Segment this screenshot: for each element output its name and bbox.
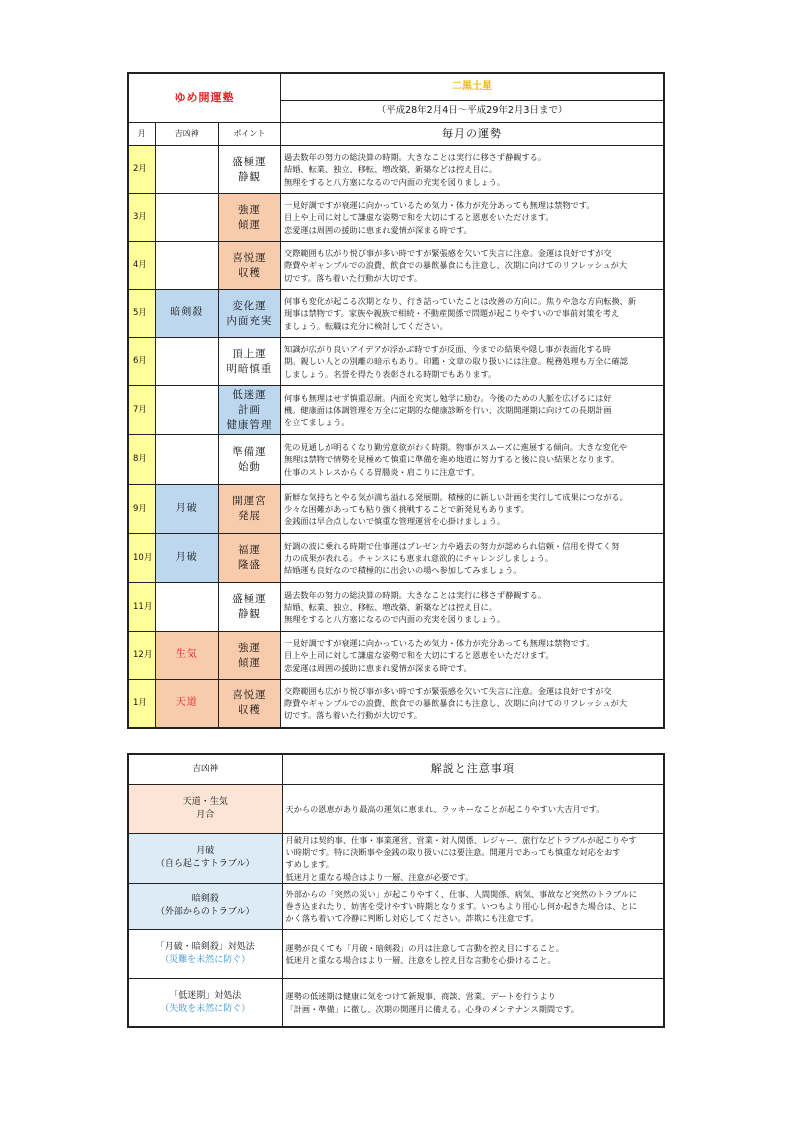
fortune-line: 何事も無理はせず慎重忍耐。内面を充実し勉学に励む。今後のための人脈を広げるには好 xyxy=(284,392,612,403)
fortune-line: 金銭面は早合点しないで慎重な管理運営を心掛けましょう。 xyxy=(284,516,506,527)
month-label: 11月 xyxy=(128,583,155,632)
month-row xyxy=(128,680,664,728)
fortune-line: 交際範囲も広がり悦び事が多い時ですが緊張感を欠いて失言に注意。金運は良好ですが交 xyxy=(284,248,612,259)
month-row xyxy=(128,435,664,485)
kichi-cell: 月破 xyxy=(155,534,218,583)
fortune-line: 過去数年の努力の総決算の時期。大きなことは実行に移さず静観する。 xyxy=(284,589,547,600)
month-row xyxy=(128,194,664,242)
fortune-line: 先の見通しが明るくなり勤労意欲がわく時期。物事がスムーズに進展する傾向。大きな変化や xyxy=(284,442,628,453)
legend-description xyxy=(282,785,664,834)
point-line: 静観 xyxy=(237,170,261,183)
fortune-text xyxy=(281,242,664,290)
column-header-kichi: 吉凶神 xyxy=(155,123,218,146)
column-header-month: 月 xyxy=(128,123,155,146)
fortune-line: ましょう。転職は充分に検討してください。 xyxy=(284,320,448,331)
legend-name-line: 月合 xyxy=(196,810,215,820)
point-line: 盛極運 xyxy=(232,155,267,168)
legend-description-line: 低迷月と重なる場合はより一層、注意をし控え目な言動を心掛けること。 xyxy=(285,954,556,965)
fortune-line: 好調の波に乗れる時期で仕事運はプレゼン力や過去の努力が認められ信頼・信用を得てく努 xyxy=(284,540,620,551)
point-cell xyxy=(218,146,280,194)
legend-rows xyxy=(128,785,664,1028)
legend-name xyxy=(128,785,282,834)
legend-name-line: （外部からのトラブル） xyxy=(155,907,255,918)
fortune-line: 恋愛運は周囲の援助に恵まれ愛情が深まる時です。 xyxy=(284,224,472,235)
point-line: 傾運 xyxy=(237,218,261,231)
legend-description-line: すめします。 xyxy=(285,859,334,870)
fortune-line: 際費やギャンブルでの浪費、飲食での暴飲暴食にも注意し、次期に向けてのリフレッシュが大 xyxy=(284,260,628,271)
fortune-line: 新鮮な気持ちとやる気が満ち溢れる発展期。積極的に新しい計画を実行して成果につながる。 xyxy=(284,491,628,502)
month-row xyxy=(128,485,664,534)
fortune-line: 少々な困難があっても粘り強く挑戦することで新発見もあります。 xyxy=(284,503,529,514)
point-line: 強運 xyxy=(237,203,261,216)
point-line: 健康管理 xyxy=(226,418,273,431)
fortune-text xyxy=(281,338,664,386)
month-label: 7月 xyxy=(128,386,155,435)
fortune-text xyxy=(281,680,664,728)
legend-row xyxy=(128,978,664,1027)
kichi-cell xyxy=(155,194,218,242)
fortune-text xyxy=(281,435,664,485)
point-cell xyxy=(218,386,280,435)
star-title: 二黒土星 xyxy=(281,73,664,101)
kichi-cell xyxy=(155,338,218,386)
legend-description-line: 運勢が良くても「月破・暗剣殺」の月は注意して言動を控え目にすること。 xyxy=(285,942,564,953)
legend-header-desc: 解説と注意事項 xyxy=(282,754,664,785)
legend-name-line: 「低迷期」対処法 xyxy=(169,990,242,1001)
legend-name xyxy=(128,883,282,929)
point-line: 始動 xyxy=(237,460,261,473)
fortune-line: 無理は禁物で情勢を見極めて慎重に準備を進め地道に努力すると後に良い結果となります。 xyxy=(284,454,620,465)
fortune-line: 結婚、転業、独立、移転、増改築、新築などは控え目に。 xyxy=(284,601,497,612)
legend-description xyxy=(282,929,664,978)
legend-name xyxy=(128,978,282,1027)
legend-description xyxy=(282,883,664,929)
point-line: 静観 xyxy=(237,608,261,620)
point-cell xyxy=(218,680,280,728)
legend-row xyxy=(128,834,664,884)
fortune-line: 無理をすると八方塞になるので内面の充実を図りましょう。 xyxy=(284,614,506,625)
fortune-line: 目上や上司に対して謙虚な姿勢で和を大切にすると恩恵をいただけます。 xyxy=(284,650,554,661)
point-line: 発展 xyxy=(237,510,261,522)
legend-subtitle: （災難を未然に防ぐ） xyxy=(160,954,251,965)
fortune-line: 規事は禁物です。家族や親族で相続・不動産関係で問題が起こりやすいので事前対策を考え xyxy=(284,308,620,319)
point-line: 喜悦運 xyxy=(232,251,267,264)
point-cell xyxy=(218,290,280,338)
fortune-line: 切です。落ち着いた行動が大切です。 xyxy=(284,272,422,283)
point-cell xyxy=(218,485,280,534)
fortune-line: 無理をすると八方塞になるので内面の充実を図りましょう。 xyxy=(284,176,506,187)
fortune-line: 何事も変化が起こる次期となり、行き詰っていたことは改善の方向に。焦りや急な方向転換、新 xyxy=(284,296,637,307)
point-line: 喜悦運 xyxy=(232,689,267,702)
legend-description-line: 外部からの「突然の災い」が起こりやすく、仕事、人間関係、病気、事故など突然のトラブルに xyxy=(285,889,638,899)
legend-subtitle: （失敗を未然に防ぐ） xyxy=(160,1003,251,1014)
monthly-fortune-table xyxy=(127,72,665,729)
month-row xyxy=(128,534,664,583)
month-row xyxy=(128,146,664,194)
legend-name-line: 月破 xyxy=(196,846,215,857)
month-label: 3月 xyxy=(128,194,155,242)
fortune-line: 一見好調ですが衰運に向かっているため気力・体力が充分あっても無理は禁物です。 xyxy=(284,638,595,649)
point-cell xyxy=(218,338,280,386)
legend-description-line: 「計画・準備」に徹し、次期の開運月に備える。心身のメンテナンス期間です。 xyxy=(285,1003,579,1014)
fortune-line: 交際範囲も広がり悦び事が多い時ですが緊張感を欠いて失言に注意。金運は良好ですが交 xyxy=(284,685,612,696)
point-line: 頂上運 xyxy=(232,347,267,360)
fortune-text xyxy=(281,194,664,242)
point-line: 収穫 xyxy=(237,704,261,717)
kichi-cell xyxy=(155,242,218,290)
legend-description xyxy=(282,978,664,1027)
fortune-line: 過去数年の努力の総決算の時期。大きなことは実行に移さず静観する。 xyxy=(284,152,547,163)
point-line: 傾運 xyxy=(237,656,261,669)
month-row xyxy=(128,290,664,338)
fortune-text xyxy=(281,386,664,435)
legend-name-line: 暗剣殺 xyxy=(191,894,219,905)
month-label: 12月 xyxy=(128,632,155,680)
point-line: 強運 xyxy=(237,641,261,654)
fortune-line: 知識が広がり良いアイデアが浮かぶ時ですが反面、今までの結果や隠し事が表面化する時 xyxy=(284,344,611,355)
month-label: 5月 xyxy=(128,290,155,338)
fortune-line: 機。健康面は体調管理を万全に定期的な健康診断を行い、次期開運期に向けての長期計画 xyxy=(284,404,612,415)
kichi-cell xyxy=(155,435,218,485)
point-cell xyxy=(218,583,280,632)
kichi-cell: 生気 xyxy=(155,632,218,680)
point-cell xyxy=(218,632,280,680)
month-row xyxy=(128,583,664,632)
month-rows xyxy=(128,146,664,728)
legend-name xyxy=(128,929,282,978)
point-cell xyxy=(218,242,280,290)
fortune-text xyxy=(281,534,664,583)
month-label: 9月 xyxy=(128,485,155,534)
legend-name-line: 天道・生気 xyxy=(182,797,228,807)
month-row xyxy=(128,632,664,680)
legend-name-line: 「月破・暗剣殺」対処法 xyxy=(155,941,255,952)
fortune-line: しましょう。名誉を得たり表彰される時期でもあります。 xyxy=(284,368,497,379)
fortune-line: 期。親しい人との別離の暗示もあり。印鑑・文章の取り扱いには注意。税務処理も万全に確認 xyxy=(284,356,628,367)
point-line: 福運 xyxy=(237,544,261,556)
period-range: （平成28年2月4日～平成29年2月3日まで） xyxy=(281,101,664,123)
fortune-line: 目上や上司に対して謙虚な姿勢で和を大切にすると恩恵をいただけます。 xyxy=(284,212,554,223)
legend-table xyxy=(127,753,665,1028)
legend-description-line: 低迷月と重なる場合はより一層、注意が必要です。 xyxy=(285,871,474,882)
legend-description-line: 天からの恩恵があり最高の運気に恵まれ、ラッキーなことが起こりやすい大吉月です。 xyxy=(285,803,605,814)
legend-row xyxy=(128,883,664,929)
point-cell xyxy=(218,435,280,485)
fortune-text xyxy=(281,583,664,632)
legend-row xyxy=(128,785,664,834)
kichi-cell: 暗剣殺 xyxy=(155,290,218,338)
fortune-text xyxy=(281,146,664,194)
fortune-line: を立てましょう。 xyxy=(284,417,350,428)
kichi-cell xyxy=(155,583,218,632)
fortune-line: 力の成果が表れる。チャンスにも恵まれ意欲的にチャレンジしましょう。 xyxy=(284,552,554,563)
legend-header-name: 吉凶神 xyxy=(128,754,282,785)
point-line: 計画 xyxy=(237,403,261,416)
fortune-line: 切です。落ち着いた行動が大切です。 xyxy=(284,710,422,721)
legend-description xyxy=(282,834,664,884)
point-line: 低迷運 xyxy=(232,388,267,401)
legend-name xyxy=(128,834,282,884)
month-label: 8月 xyxy=(128,435,155,485)
month-row xyxy=(128,338,664,386)
kichi-cell xyxy=(155,146,218,194)
kichi-cell: 天道 xyxy=(155,680,218,728)
legend-description-line: い時期です。特に決断事や金銭の取り扱いには要注意。開運月であっても慎重な対応をおす xyxy=(285,847,621,858)
fortune-line: 結婚、転業、独立、移転、増改築、新築などは控え目に。 xyxy=(284,164,497,175)
fortune-text xyxy=(281,290,664,338)
fortune-line: 恋愛運は周囲の援助に恵まれ愛情が深まる時です。 xyxy=(284,662,472,673)
point-line: 隆盛 xyxy=(237,559,261,571)
column-header-fortune: 毎月の運勢 xyxy=(281,123,664,146)
month-label: 2月 xyxy=(128,146,155,194)
point-cell xyxy=(218,194,280,242)
fortune-line: 際費やギャンブルでの浪費、飲食での暴飲暴食にも注意し、次期に向けてのリフレッシュが大 xyxy=(284,698,628,709)
fortune-text xyxy=(281,485,664,534)
fortune-line: 結婚運も良好なので積極的に出会いの場へ参加してみましょう。 xyxy=(284,565,522,576)
month-row xyxy=(128,386,664,435)
point-cell xyxy=(218,534,280,583)
legend-description-line: 巻き込まれたり、妨害を受けやすい時期となります。いつもより用心し何か起きた場合は、とに xyxy=(285,901,637,912)
month-row xyxy=(128,242,664,290)
legend-description-line: かく落ち着いて冷静に判断し対応してください。詐欺にも注意です。 xyxy=(285,913,539,924)
month-label: 10月 xyxy=(128,534,155,583)
month-label: 1月 xyxy=(128,680,155,728)
legend-description-line: 月破月は契約事、仕事・事業運営、営業・対人関係、レジャー、旅行などトラブルが起こりやす xyxy=(285,835,637,845)
point-line: 準備運 xyxy=(232,445,267,458)
legend-description-line: 運勢の低迷期は健康に気をつけて新規事、商談、営業、デートを行うより xyxy=(285,991,556,1002)
point-line: 明暗慎重 xyxy=(226,362,273,375)
point-line: 盛極運 xyxy=(232,593,267,605)
legend-name-line: （自ら起こすトラブル） xyxy=(155,859,255,870)
fortune-line: 一見好調ですが衰運に向かっているため気力・体力が充分あっても無理は禁物です。 xyxy=(284,200,595,211)
kichi-cell xyxy=(155,386,218,435)
point-line: 開運宮 xyxy=(232,495,267,507)
point-line: 内面充実 xyxy=(226,314,273,327)
month-label: 4月 xyxy=(128,242,155,290)
fortune-text xyxy=(281,632,664,680)
brand-title: ゆめ開運塾 xyxy=(128,73,281,123)
point-line: 収穫 xyxy=(237,266,261,279)
column-header-point: ポイント xyxy=(218,123,280,146)
legend-row xyxy=(128,929,664,978)
kichi-cell: 月破 xyxy=(155,485,218,534)
fortune-line: 仕事のストレスからくる胃腸炎・肩こりに注意です。 xyxy=(284,466,480,477)
month-label: 6月 xyxy=(128,338,155,386)
point-line: 変化運 xyxy=(232,299,267,312)
